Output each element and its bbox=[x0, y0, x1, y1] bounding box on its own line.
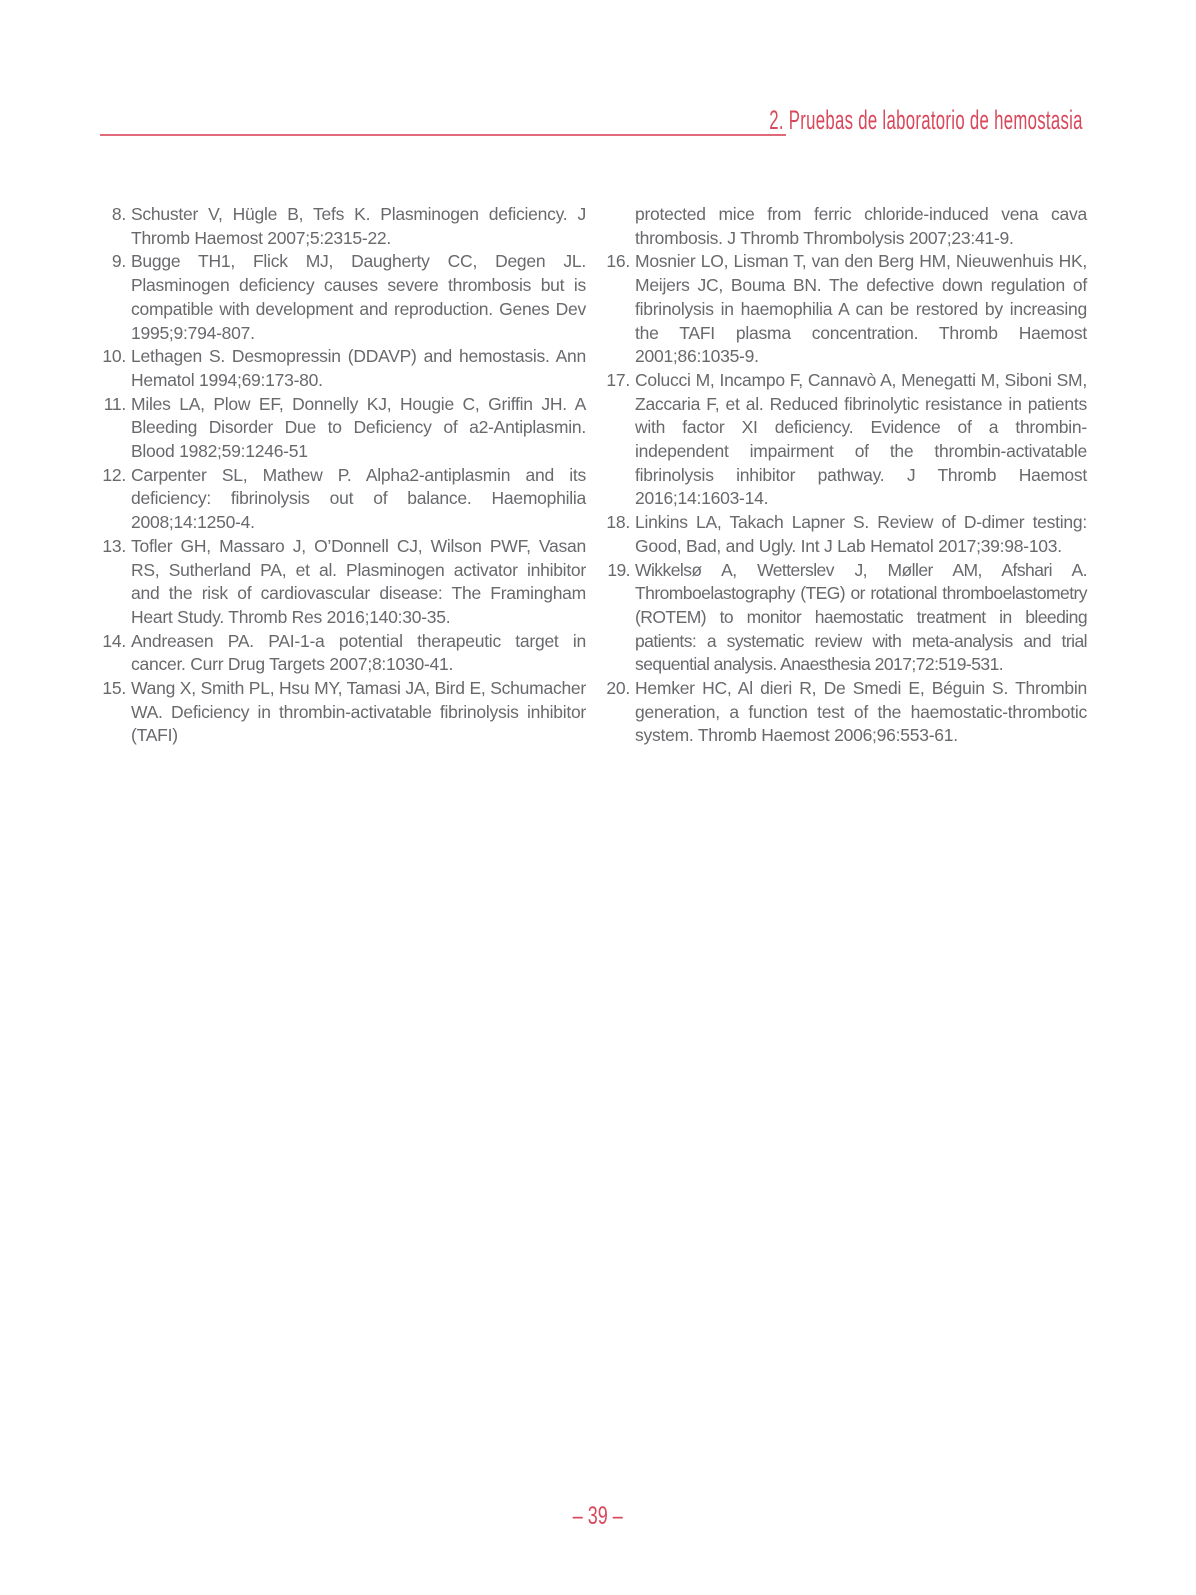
reference-item-16 bbox=[606, 250, 1087, 369]
reference-item-12 bbox=[102, 464, 586, 535]
reference-text: Bugge TH1, Flick MJ, Daugherty CC, Degen JL. Plasminogen deficiency causes severe thrombosis but is compatible with development and reproduction. Genes Dev 1995;9:794-807. bbox=[131, 251, 586, 343]
reference-item-18 bbox=[606, 511, 1087, 558]
reference-number: 16. bbox=[606, 251, 630, 272]
reference-text: Colucci M, Incampo F, Cannavò A, Menegatti M, Siboni SM, Zaccaria F, et al. Reduced fibrinolytic resistance in patients with factor XI deficiency. Evidence of a thrombin-independent impairment of the thrombin-activatable fibrinolysis inhibitor pathway. J Thromb Haemost 2016;14:1603-14. bbox=[635, 369, 1087, 509]
reference-text: Wang X, Smith PL, Hsu MY, Tamasi JA, Bird E, Schumacher WA. Deficiency in thrombin-activatable fibrinolysis inhibitor (TAFI) bbox=[131, 678, 586, 746]
reference-item-9 bbox=[102, 250, 586, 345]
reference-number: 20. bbox=[606, 678, 630, 699]
reference-item-11 bbox=[102, 393, 586, 464]
reference-text: Schuster V, Hügle B, Tefs K. Plasminogen deficiency. J Thromb Haemost 2007;5:2315-22. bbox=[131, 204, 586, 248]
reference-number: 12. bbox=[102, 464, 126, 485]
reference-number: 8. bbox=[111, 204, 126, 224]
reference-text: Andreasen PA. PAI-1-a potential therapeutic target in cancer. Curr Drug Targets 2007;8:1030-41. bbox=[131, 630, 586, 675]
reference-text: Hemker HC, Al dieri R, De Smedi E, Béguin S. Thrombin generation, a function test of the haemostatic-thrombotic system. Thromb Haemost 2006;96:553-61. bbox=[635, 678, 1087, 746]
reference-text: Miles LA, Plow EF, Donnelly KJ, Hougie C, Griffin JH. A Bleeding Disorder Due to Deficiency of a2-Antiplasmin. Blood 1982;59:1246-51 bbox=[131, 393, 586, 462]
reference-number: 10. bbox=[102, 346, 126, 367]
references-column-right bbox=[606, 203, 1087, 748]
reference-item-13 bbox=[102, 535, 586, 630]
reference-text: Carpenter SL, Mathew P. Alpha2-antiplasmin and its deficiency: fibrinolysis out of balance. Haemophilia 2008;14:1250-4. bbox=[131, 464, 586, 533]
reference-number: 13. bbox=[102, 535, 126, 556]
reference-item-10 bbox=[102, 345, 586, 392]
reference-number: 15. bbox=[102, 678, 126, 699]
reference-text: Wikkelsø A, Wetterslev J, Møller AM, Afshari A. Thromboelastography (TEG) or rotational thromboelastometry (ROTEM) to monitor haemostatic treatment in bleeding patients: a systematic review with meta-analysis and trial sequential analysis. Anaesthesia 2017;72:519-531. bbox=[635, 559, 1087, 675]
reference-item-19 bbox=[606, 559, 1087, 678]
reference-number: 19. bbox=[607, 559, 630, 580]
reference-item-8 bbox=[102, 203, 586, 250]
header-rule bbox=[100, 134, 786, 136]
reference-number: 18. bbox=[606, 512, 630, 533]
page-number: – 39 – bbox=[572, 1502, 624, 1530]
references-column-left bbox=[102, 203, 586, 748]
chapter-title: 2. Pruebas de laboratorio de hemostasia bbox=[769, 105, 1083, 135]
reference-item-17 bbox=[606, 369, 1087, 511]
reference-text: Tofler GH, Massaro J, O’Donnell CJ, Wilson PWF, Vasan RS, Sutherland PA, et al. Plasminogen activator inhibitor and the risk of cardiovascular disease: The Framingham Heart Study. Thromb Res 2016;140:30-35. bbox=[131, 535, 586, 627]
reference-text: Mosnier LO, Lisman T, van den Berg HM, Nieuwenhuis HK, Meijers JC, Bouma BN. The defective down regulation of fibrinolysis in haemophilia A can be restored by increasing the TAFI plasma concentration. Thromb Haemost 2001;86:1035-9. bbox=[635, 251, 1087, 367]
reference-text: Linkins LA, Takach Lapner S. Review of D-dimer testing: Good, Bad, and Ugly. Int J Lab Hematol 2017;39:98-103. bbox=[635, 512, 1087, 556]
reference-text: protected mice from ferric chloride-induced vena cava thrombosis. J Thromb Thrombolysis 2007;23:41-9. bbox=[635, 204, 1087, 248]
reference-text: Lethagen S. Desmopressin (DDAVP) and hemostasis. Ann Hematol 1994;69:173-80. bbox=[131, 346, 586, 390]
reference-number: 17. bbox=[606, 369, 630, 390]
reference-item-15-continuation bbox=[606, 203, 1087, 250]
reference-item-14 bbox=[102, 630, 586, 677]
reference-item-15 bbox=[102, 677, 586, 748]
reference-number: 11. bbox=[103, 393, 126, 414]
reference-number: 9. bbox=[111, 251, 126, 272]
footer bbox=[0, 1502, 1196, 1530]
reference-number: 14. bbox=[102, 630, 126, 651]
reference-item-20 bbox=[606, 677, 1087, 748]
